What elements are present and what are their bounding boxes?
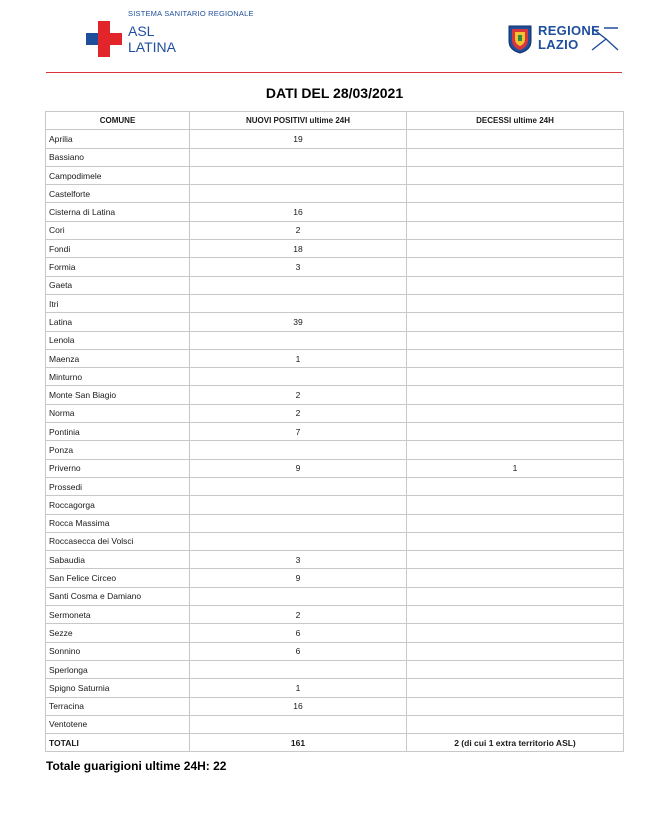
table-row xyxy=(46,423,624,441)
table-row xyxy=(46,185,624,203)
table-body xyxy=(46,130,624,752)
decessi-cell xyxy=(407,624,624,642)
table-row xyxy=(46,368,624,386)
asl-name-line2: LATINA xyxy=(128,39,176,55)
table-row xyxy=(46,477,624,495)
nuovi-positivi-cell xyxy=(190,148,407,166)
comune-cell: Spigno Saturnia xyxy=(46,679,190,697)
table-row xyxy=(46,404,624,422)
table-row xyxy=(46,697,624,715)
comune-cell: Santi Cosma e Damiano xyxy=(46,587,190,605)
decessi-cell xyxy=(407,697,624,715)
comune-cell: San Felice Circeo xyxy=(46,569,190,587)
nuovi-positivi-cell: 1 xyxy=(190,349,407,367)
decessi-cell xyxy=(407,551,624,569)
comune-cell: Lenola xyxy=(46,331,190,349)
table-row xyxy=(46,313,624,331)
decessi-cell xyxy=(407,715,624,733)
lazio-name-line1: REGIONE xyxy=(538,23,601,38)
decessi-cell: 1 xyxy=(407,459,624,477)
table-row xyxy=(46,642,624,660)
table-row xyxy=(46,258,624,276)
table-row xyxy=(46,294,624,312)
decessi-cell xyxy=(407,660,624,678)
page-header xyxy=(0,0,669,75)
totals-decessi: 2 (di cui 1 extra territorio ASL) xyxy=(407,734,624,752)
table-row xyxy=(46,606,624,624)
comune-cell: Aprilia xyxy=(46,130,190,148)
comune-cell: Minturno xyxy=(46,368,190,386)
table-row xyxy=(46,569,624,587)
table-row xyxy=(46,660,624,678)
table-row xyxy=(46,551,624,569)
nuovi-positivi-cell: 1 xyxy=(190,679,407,697)
asl-name xyxy=(128,23,176,55)
decessi-cell xyxy=(407,331,624,349)
comune-cell: Formia xyxy=(46,258,190,276)
comune-cell: Pontinia xyxy=(46,423,190,441)
comune-cell: Campodimele xyxy=(46,166,190,184)
table-row xyxy=(46,130,624,148)
lazio-name-line2: LAZIO xyxy=(538,37,579,52)
nuovi-positivi-cell xyxy=(190,185,407,203)
decessi-cell xyxy=(407,276,624,294)
table-row xyxy=(46,386,624,404)
nuovi-positivi-cell: 3 xyxy=(190,258,407,276)
lazio-mark-icon xyxy=(590,26,620,52)
red-cross-icon xyxy=(86,21,122,57)
comune-cell: Ponza xyxy=(46,441,190,459)
nuovi-positivi-cell xyxy=(190,294,407,312)
decessi-cell xyxy=(407,130,624,148)
comune-cell: Bassiano xyxy=(46,148,190,166)
table-row xyxy=(46,349,624,367)
table-row xyxy=(46,203,624,221)
decessi-cell xyxy=(407,203,624,221)
nuovi-positivi-cell: 2 xyxy=(190,606,407,624)
nuovi-positivi-cell xyxy=(190,496,407,514)
comune-cell: Maenza xyxy=(46,349,190,367)
decessi-cell xyxy=(407,349,624,367)
decessi-cell xyxy=(407,496,624,514)
comuni-table xyxy=(45,111,624,752)
table-row xyxy=(46,587,624,605)
decessi-cell xyxy=(407,587,624,605)
decessi-cell xyxy=(407,294,624,312)
nuovi-positivi-cell xyxy=(190,368,407,386)
decessi-cell xyxy=(407,368,624,386)
nuovi-positivi-cell xyxy=(190,532,407,550)
column-header-comune: COMUNE xyxy=(46,112,190,130)
table-row xyxy=(46,679,624,697)
decessi-cell xyxy=(407,148,624,166)
table-row xyxy=(46,331,624,349)
table-row xyxy=(46,624,624,642)
table-row xyxy=(46,166,624,184)
comune-cell: Latina xyxy=(46,313,190,331)
comune-cell: Priverno xyxy=(46,459,190,477)
comune-cell: Prossedi xyxy=(46,477,190,495)
nuovi-positivi-cell: 6 xyxy=(190,624,407,642)
totals-nuovi-positivi: 161 xyxy=(190,734,407,752)
comune-cell: Itri xyxy=(46,294,190,312)
decessi-cell xyxy=(407,386,624,404)
decessi-cell xyxy=(407,423,624,441)
decessi-cell xyxy=(407,221,624,239)
nuovi-positivi-cell xyxy=(190,587,407,605)
comune-cell: Sermoneta xyxy=(46,606,190,624)
comune-cell: Rocca Massima xyxy=(46,514,190,532)
column-header-decessi: DECESSI ultime 24H xyxy=(407,112,624,130)
decessi-cell xyxy=(407,240,624,258)
table-row xyxy=(46,715,624,733)
nuovi-positivi-cell: 2 xyxy=(190,404,407,422)
decessi-cell xyxy=(407,441,624,459)
nuovi-positivi-cell: 6 xyxy=(190,642,407,660)
nuovi-positivi-cell: 19 xyxy=(190,130,407,148)
comune-cell: Monte San Biagio xyxy=(46,386,190,404)
comune-cell: Cisterna di Latina xyxy=(46,203,190,221)
comune-cell: Castelforte xyxy=(46,185,190,203)
nuovi-positivi-cell xyxy=(190,514,407,532)
totals-label: TOTALI xyxy=(46,734,190,752)
nuovi-positivi-cell: 16 xyxy=(190,203,407,221)
decessi-cell xyxy=(407,532,624,550)
nuovi-positivi-cell xyxy=(190,276,407,294)
lazio-seal-icon xyxy=(506,24,534,54)
comune-cell: Ventotene xyxy=(46,715,190,733)
comune-cell: Terracina xyxy=(46,697,190,715)
nuovi-positivi-cell: 2 xyxy=(190,221,407,239)
table-row xyxy=(46,221,624,239)
table-row xyxy=(46,459,624,477)
comune-cell: Sezze xyxy=(46,624,190,642)
nuovi-positivi-cell: 16 xyxy=(190,697,407,715)
decessi-cell xyxy=(407,606,624,624)
table-row xyxy=(46,240,624,258)
page-title: DATI DEL 28/03/2021 xyxy=(265,85,404,101)
nuovi-positivi-cell: 7 xyxy=(190,423,407,441)
comune-cell: Sabaudia xyxy=(46,551,190,569)
comune-cell: Sonnino xyxy=(46,642,190,660)
table-row xyxy=(46,276,624,294)
guarigioni-total: Totale guarigioni ultime 24H: 22 xyxy=(46,759,227,773)
nuovi-positivi-cell xyxy=(190,660,407,678)
asl-latina-logo xyxy=(86,9,254,63)
comune-cell: Norma xyxy=(46,404,190,422)
nuovi-positivi-cell: 39 xyxy=(190,313,407,331)
decessi-cell xyxy=(407,477,624,495)
nuovi-positivi-cell: 2 xyxy=(190,386,407,404)
nuovi-positivi-cell: 18 xyxy=(190,240,407,258)
comune-cell: Roccasecca dei Volsci xyxy=(46,532,190,550)
decessi-cell xyxy=(407,514,624,532)
nuovi-positivi-cell xyxy=(190,715,407,733)
header-divider xyxy=(46,72,622,73)
comune-cell: Cori xyxy=(46,221,190,239)
decessi-cell xyxy=(407,185,624,203)
table-row xyxy=(46,441,624,459)
comune-cell: Roccagorga xyxy=(46,496,190,514)
nuovi-positivi-cell xyxy=(190,441,407,459)
table-row xyxy=(46,532,624,550)
table-header-row xyxy=(46,112,624,130)
comune-cell: Sperlonga xyxy=(46,660,190,678)
column-header-nuovi-positivi: NUOVI POSITIVI ultime 24H xyxy=(190,112,407,130)
regione-lazio-logo xyxy=(506,22,622,58)
decessi-cell xyxy=(407,404,624,422)
nuovi-positivi-cell: 9 xyxy=(190,459,407,477)
asl-name-line1: ASL xyxy=(128,23,155,39)
decessi-cell xyxy=(407,679,624,697)
nuovi-positivi-cell xyxy=(190,166,407,184)
comune-cell: Gaeta xyxy=(46,276,190,294)
decessi-cell xyxy=(407,642,624,660)
comune-cell: Fondi xyxy=(46,240,190,258)
nuovi-positivi-cell xyxy=(190,331,407,349)
decessi-cell xyxy=(407,258,624,276)
totals-row xyxy=(46,734,624,752)
decessi-cell xyxy=(407,569,624,587)
decessi-cell xyxy=(407,166,624,184)
nuovi-positivi-cell: 3 xyxy=(190,551,407,569)
nuovi-positivi-cell xyxy=(190,477,407,495)
decessi-cell xyxy=(407,313,624,331)
asl-subtitle: SISTEMA SANITARIO REGIONALE xyxy=(128,9,254,18)
table-row xyxy=(46,496,624,514)
nuovi-positivi-cell: 9 xyxy=(190,569,407,587)
table-row xyxy=(46,514,624,532)
table-row xyxy=(46,148,624,166)
